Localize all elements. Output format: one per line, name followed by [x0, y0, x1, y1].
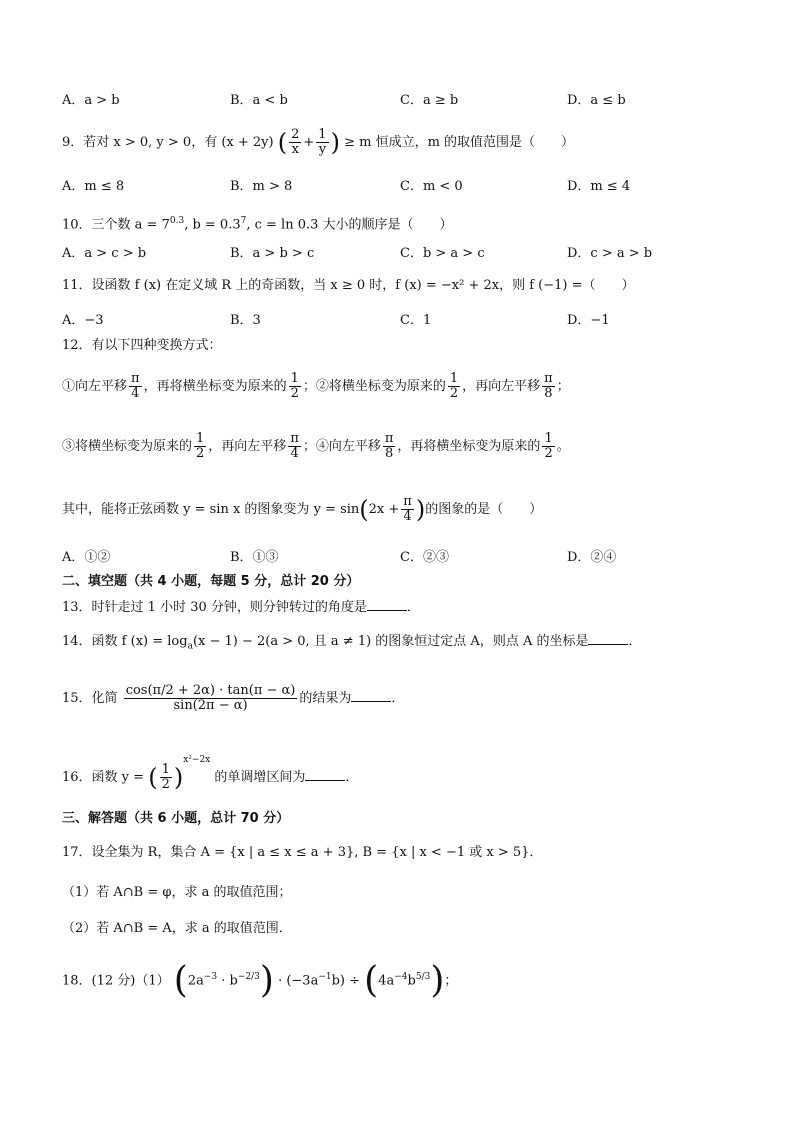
answer-blank: [367, 598, 407, 611]
q12-line-1: ①向左平移 $\frac{\pi}{4}$ ，再将横坐标变为原来的 $\frac{1}{2}$ ；②将横坐标变为原来的 $\frac{1}{2}$ ，再向左平移 $\frac{\pi}{8}$ ；: [62, 371, 570, 401]
q17-part-2: （2）若 A∩B = A，求 a 的取值范围．: [62, 921, 292, 936]
section-2-heading: 二、填空题（共 4 小题，每题 5 分，总计 20 分）: [62, 574, 360, 589]
question-13: 13．时针走过 1 小时 30 分钟，则分钟转过的角度是 ．: [62, 600, 420, 615]
option-a: A．−3: [62, 313, 104, 328]
q12-options: [62, 549, 752, 567]
question-17: 17．设全集为 R，集合 A = {x | a ≤ x ≤ a + 3}, B = {x | x < −1 或 x > 5}．: [62, 845, 543, 860]
q12-line-3: 其中，能将正弦函数 y = sin x 的图象变为 y = sin(2x + $\frac{\pi}{4}$ )的图象的是（ ）: [62, 494, 543, 524]
option-b: B．a > b > c: [230, 246, 315, 261]
question-11: 11．设函数 f (x) 在定义域 R 上的奇函数，当 x ≥ 0 时，f (x) = −x² + 2x，则 f (−1) =（ ）: [62, 278, 635, 293]
option-d: D．c > a > b: [567, 246, 653, 261]
option-c: C．②③: [400, 550, 449, 565]
option-c: C．1: [400, 313, 432, 328]
q17-part-1: （1）若 A∩B = φ，求 a 的取值范围；: [62, 885, 292, 900]
q10-options: [62, 245, 752, 263]
question-14: 14．函数 f $(x) = \log_a(x - 1) - 2(a > 0$, 且 a ≠ 1) 的图象恒过定点 A，则点 A 的坐标是 ．: [62, 634, 642, 652]
option-a: A．①②: [62, 550, 111, 565]
answer-blank: [588, 632, 628, 645]
q15-fraction: $\frac{\cos(\pi/2 + 2\alpha) \cdot \tan(\pi - \alpha)}{\sin(2\pi - \alpha)}$: [125, 683, 296, 713]
option-d: D．②④: [567, 550, 617, 565]
question-16: 16．函数 y = ( $\frac{1}{2}$ )$^{x^2-2x}$ 的单调增区间为 ．: [62, 754, 359, 792]
answer-blank: [351, 689, 391, 702]
option-b: B．a < b: [230, 93, 288, 108]
option-d: D．−1: [567, 313, 610, 328]
frac-2-over-x: $\frac{2}{x}$: [291, 127, 300, 157]
option-a: A．a > c > b: [62, 246, 147, 261]
frac-1-over-y: $\frac{1}{y}$: [318, 127, 327, 157]
option-a: A．m ≤ 8: [62, 179, 125, 194]
answer-blank: [305, 768, 345, 781]
question-15: 15．化简 $\frac{\cos(\pi/2 + 2\alpha) \cdot \tan(\pi - \alpha)}{\sin(2\pi - \alpha)}$ 的结果为 ．: [62, 683, 405, 713]
q8-options: [62, 92, 752, 110]
option-c: C．a ≥ b: [400, 93, 459, 108]
option-c: C．m < 0: [400, 179, 463, 194]
option-b: B．3: [230, 313, 261, 328]
q9-prefix: 9．若对 x > 0, y > 0，有 (x + 2y): [62, 135, 274, 150]
q9-options: [62, 178, 752, 196]
question-9: 9．若对 x > 0, y > 0，有 (x + 2y) ( $\frac{2}{x}$ + $\frac{1}{y}$ ) ≥ m 恒成立，m 的取值范围是（ ）: [62, 127, 575, 157]
question-18: 18．(12 分)（1） $(2a^{-3} \cdot b^{-2/3}) \cdot (-3a^{-1}b) \div (4a^{-4}b^{5/3})$；: [62, 960, 458, 1001]
question-12-title: 12．有以下四种变换方式：: [62, 338, 222, 353]
option-c: C．b > a > c: [400, 246, 485, 261]
option-d: D．m ≤ 4: [567, 179, 631, 194]
option-b: B．①③: [230, 550, 279, 565]
q9-suffix: ≥ m 恒成立，m 的取值范围是（ ）: [344, 135, 575, 150]
option-d: D．a ≤ b: [567, 93, 626, 108]
option-b: B．m > 8: [230, 179, 293, 194]
q11-options: [62, 312, 752, 330]
section-3-heading: 三、解答题（共 6 小题，总计 70 分）: [62, 811, 290, 826]
q12-line-2: ③将横坐标变为原来的 $\frac{1}{2}$ ，再向左平移 $\frac{\pi}{4}$ ；④向左平移 $\frac{\pi}{8}$ ，再将横坐标变为原来的 $\frac{1}{2}$ 。: [62, 431, 570, 461]
question-10: 10．三个数 $a = 7^{0.3}$, $b = 0.3^7$, c = ln 0.3 大小的顺序是（ ）: [62, 216, 453, 233]
option-a: A．a > b: [62, 93, 120, 108]
